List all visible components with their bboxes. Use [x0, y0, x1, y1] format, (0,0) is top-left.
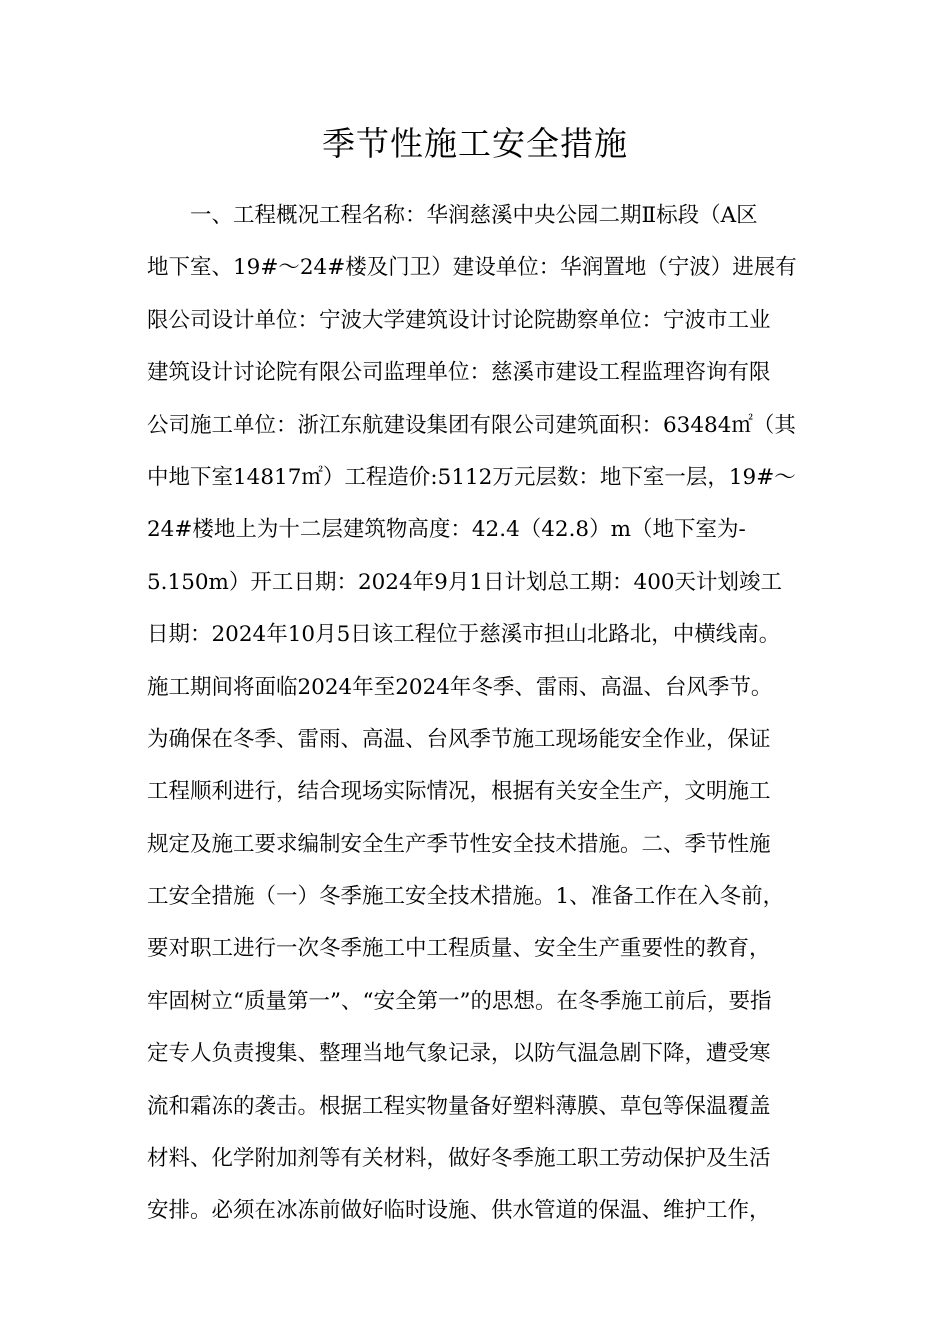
document-body	[147, 190, 827, 1238]
body-line: 规定及施工要求编制安全生产季节性安全技术措施。二、季节性施	[147, 831, 771, 857]
body-line: 材料、化学附加剂等有关材料，做好冬季施工职工劳动保护及生活	[147, 1146, 771, 1172]
body-line: 限公司设计单位：宁波大学建筑设计讨论院勘察单位：宁波市工业	[147, 307, 771, 333]
body-line: 安排。必须在冰冻前做好临时设施、供水管道的保温、维护工作，	[147, 1198, 771, 1224]
body-line: 施工期间将面临2024年至2024年冬季、雷雨、高温、台风季节。	[147, 674, 773, 700]
body-line: 工程顺利进行，结合现场实际情况，根据有关安全生产，文明施工	[147, 779, 771, 805]
body-line: 建筑设计讨论院有限公司监理单位：慈溪市建设工程监理咨询有限	[147, 360, 771, 386]
body-line: 中地下室14817㎡）工程造价:5112万元层数：地下室一层，19#～	[147, 464, 796, 490]
body-line: 一、工程概况工程名称：华润慈溪中央公园二期Ⅱ标段（A区	[190, 203, 758, 228]
body-line: 5.150m）开工日期：2024年9月1日计划总工期：400天计划竣工	[147, 569, 783, 595]
body-line: 24#楼地上为十二层建筑物高度：42.4（42.8）m（地下室为-	[147, 517, 746, 543]
body-line: 流和霜冻的袭击。根据工程实物量备好塑料薄膜、草包等保温覆盖	[147, 1093, 771, 1119]
body-line: 地下室、19#～24#楼及门卫）建设单位：华润置地（宁波）进展有	[147, 255, 797, 281]
body-line: 工安全措施（一）冬季施工安全技术措施。1、准备工作在入冬前，	[147, 884, 785, 910]
document-title: 季节性施工安全措施	[322, 124, 628, 163]
body-line: 为确保在冬季、雷雨、高温、台风季节施工现场能安全作业，保证	[147, 726, 771, 752]
body-line: 牢固树立“质量第一”、“安全第一”的思想。在冬季施工前后，要指	[147, 988, 772, 1014]
body-line: 日期：2024年10月5日该工程位于慈溪市担山北路北，中横线南。	[147, 622, 781, 648]
body-line: 公司施工单位：浙江东航建设集团有限公司建筑面积：63484㎡（其	[147, 412, 796, 438]
body-line: 要对职工进行一次冬季施工中工程质量、安全生产重要性的教育，	[147, 936, 771, 962]
body-line: 定专人负责搜集、整理当地气象记录，以防气温急剧下降，遭受寒	[147, 1041, 771, 1067]
